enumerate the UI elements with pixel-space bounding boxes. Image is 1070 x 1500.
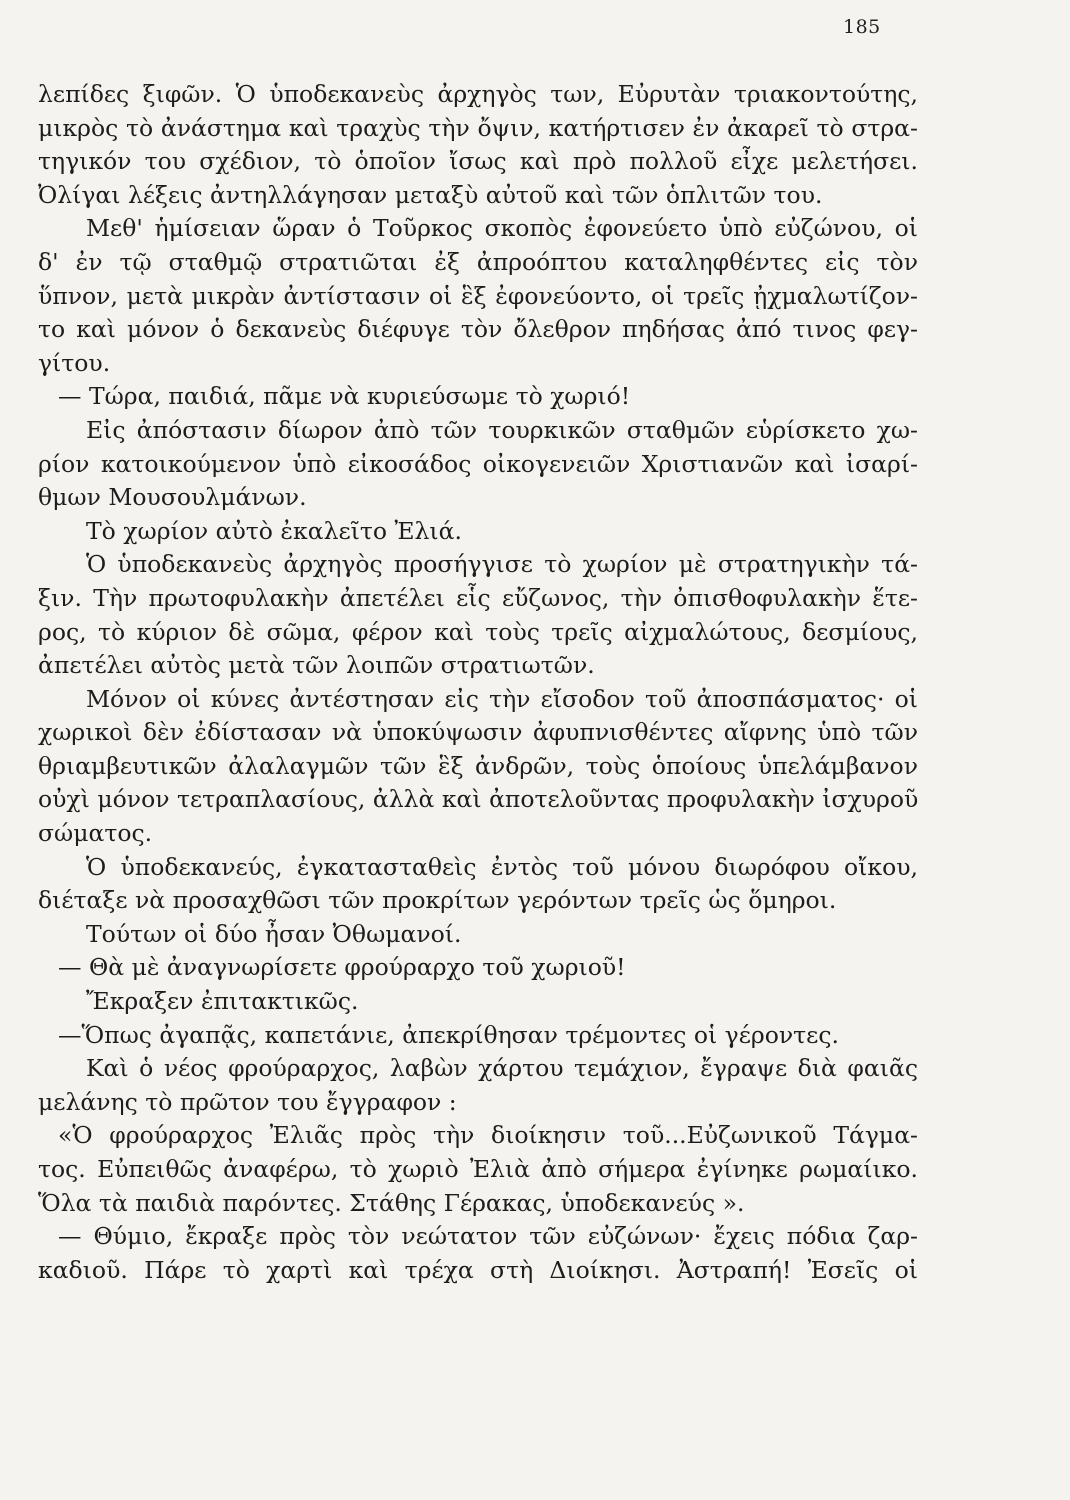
quoted-line: «Ὁ φρούραρχος Ἐλιᾶς πρὸς τὴν διοίκησιν τοῦ...Εὐζωνικοῦ Τάγμα-: [58, 1121, 918, 1150]
text-line: Καὶ ὁ νέος φρούραρχος, λαβὼν χάρτου τεμάχιον, ἔγραψε διὰ φαιᾶς: [86, 1054, 918, 1083]
dialogue-line: — Τώρα, παιδιά, πᾶμε νὰ κυριεύσωμε τὸ χωριό!: [58, 382, 631, 411]
text-line: θμων Μουσουλμάνων.: [38, 483, 307, 512]
text-body: [38, 78, 918, 1287]
text-line: Εἰς ἀπόστασιν δίωρον ἀπὸ τῶν τουρκικῶν σταθμῶν εὑρίσκετο χω-: [86, 415, 918, 444]
text-line: οὐχὶ μόνον τετραπλασίους, ἀλλὰ καὶ ἀποτελοῦντας προφυλακὴν ἰσχυροῦ: [38, 785, 918, 814]
text-line: Τούτων οἱ δύο ἦσαν Ὀθωμανοί.: [86, 919, 462, 948]
dialogue-line: — Θύμιο, ἔκραξε πρὸς τὸν νεώτατον τῶν εὐζώνων· ἔχεις πόδια ζαρ-: [58, 1222, 918, 1251]
text-line: Τὸ χωρίον αὐτὸ ἐκαλεῖτο Ἐλιά.: [86, 516, 462, 545]
dialogue-line: —Ὅπως ἀγαπᾷς, καπετάνιε, ἀπεκρίθησαν τρέμοντες οἱ γέροντες.: [58, 1020, 839, 1049]
text-line: ἀπετέλει αὐτὸς μετὰ τῶν λοιπῶν στρατιωτῶν.: [38, 651, 595, 680]
text-line: Μεθ' ἡμίσειαν ὥραν ὁ Τοῦρκος σκοπὸς ἐφονεύετο ὑπὸ εὐζώνου, οἱ: [86, 214, 918, 243]
text-line: τηγικόν του σχέδιον, τὸ ὁποῖον ἴσως καὶ πρὸ πολλοῦ εἶχε μελετήσει.: [38, 147, 918, 176]
text-line: θριαμβευτικῶν ἀλαλαγμῶν τῶν ἓξ ἀνδρῶν, τοὺς ὁποίους ὑπελάμβανον: [38, 751, 918, 780]
text-line: Ὁ ὑποδεκανεὺς ἀρχηγὸς προσήγγισε τὸ χωρίον μὲ στρατηγικὴν τά-: [86, 550, 918, 579]
text-line: το καὶ μόνον ὁ δεκανεὺς διέφυγε τὸν ὄλεθρον πηδήσας ἀπό τινος φεγ-: [38, 315, 918, 344]
text-line: Ἔκραξεν ἐπιτακτικῶς.: [86, 987, 359, 1016]
text-line: ρος, τὸ κύριον δὲ σῶμα, φέρον καὶ τοὺς τρεῖς αἰχμαλώτους, δεσμίους,: [38, 617, 918, 646]
text-line: λεπίδες ξιφῶν. Ὁ ὑποδεκανεὺς ἀρχηγὸς των, Εὐρυτὰν τριακοντούτης,: [38, 80, 918, 108]
text-line: μικρὸς τὸ ἀνάστημα καὶ τραχὺς τὴν ὄψιν, κατήρτισεν ἐν ἀκαρεῖ τὸ στρα-: [38, 113, 918, 142]
text-line: δ' ἐν τῷ σταθμῷ στρατιῶται ἐξ ἀπροόπτου καταληφθέντες εἰς τὸν: [38, 247, 918, 276]
page-number: 185: [843, 16, 881, 38]
text-line: Μόνον οἱ κύνες ἀντέστησαν εἰς τὴν εἴσοδον τοῦ ἀποσπάσματος· οἱ: [86, 684, 918, 713]
text-line: Ὀλίγαι λέξεις ἀντηλλάγησαν μεταξὺ αὐτοῦ καὶ τῶν ὁπλιτῶν του.: [38, 180, 823, 209]
text-line: γίτου.: [38, 348, 111, 377]
text-line: διέταξε νὰ προσαχθῶσι τῶν προκρίτων γερόντων τρεῖς ὡς ὅμηροι.: [38, 886, 837, 915]
quoted-line: τος. Εὐπειθῶς ἀναφέρω, τὸ χωριὸ Ἐλιὰ ἀπὸ σήμερα ἐγίνηκε ρωμαίικο.: [38, 1155, 918, 1183]
dialogue-line: καδιοῦ. Πάρε τὸ χαρτὶ καὶ τρέχα στὴ Διοίκησι. Ἀστραπή! Ἐσεῖς οἱ: [38, 1255, 918, 1284]
quoted-line: Ὅλα τὰ παιδιὰ παρόντες. Στάθης Γέρακας, ὑποδεκανεύς ».: [38, 1188, 745, 1217]
text-line: μελάνης τὸ πρῶτον του ἔγγραφον :: [38, 1087, 457, 1116]
text-line: ξιν. Τὴν πρωτοφυλακὴν ἀπετέλει εἷς εὔζωνος, τὴν ὀπισθοφυλακὴν ἕτε-: [38, 583, 918, 612]
text-line: ρίον κατοικούμενον ὑπὸ εἰκοσάδος οἰκογενειῶν Χριστιανῶν καὶ ἰσαρί-: [38, 449, 918, 478]
text-line: ὕπνον, μετὰ μικρὰν ἀντίστασιν οἱ ἓξ ἐφονεύοντο, οἱ τρεῖς ᾐχμαλωτίζον-: [38, 281, 918, 310]
text-line: χωρικοὶ δὲν ἐδίστασαν νὰ ὑποκύψωσιν ἀφυπνισθέντες αἴφνης ὑπὸ τῶν: [38, 718, 918, 747]
dialogue-line: — Θὰ μὲ ἀναγνωρίσετε φρούραρχο τοῦ χωριοῦ!: [58, 953, 626, 982]
text-line: σώματος.: [38, 819, 153, 848]
text-line: Ὁ ὑποδεκανεύς, ἐγκατασταθεὶς ἐντὸς τοῦ μόνου διωρόφου οἴκου,: [86, 852, 918, 881]
